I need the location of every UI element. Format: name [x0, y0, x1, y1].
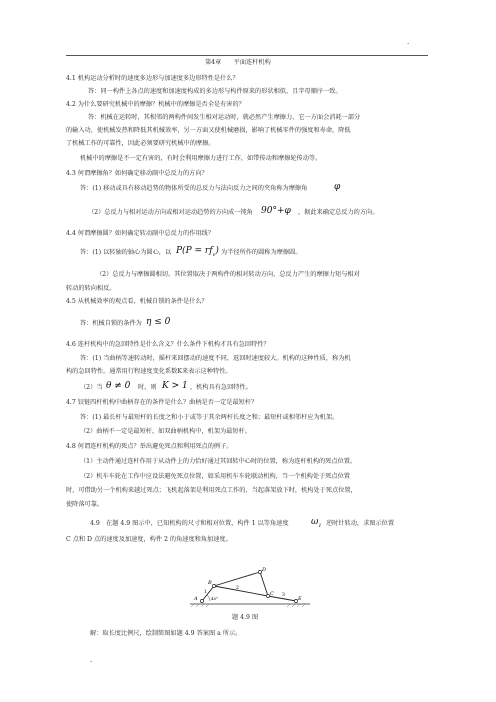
label-link-2: 2: [236, 586, 239, 591]
angle-arc: [207, 595, 210, 601]
link-bc: [214, 586, 268, 596]
theta-condition: θ ≠ 0: [106, 381, 131, 391]
obtuse-angle-formula: 90°+φ: [261, 206, 291, 216]
question-4-7: 4.7 铰链四杆机构中曲柄存在的条件是什么？曲柄是否一定是最短杆？: [66, 399, 258, 406]
answer-4-8-line3: 时，可借助另一个机构来越过死点；飞机起落架是利用死点工作的，当起落架放下时，机构处于死点位置，: [66, 487, 357, 494]
label-link-1: 1: [204, 590, 207, 595]
omega-symbol: $\omega_1$: [311, 517, 322, 529]
k-condition: K > 1: [162, 381, 188, 391]
label-e: E: [298, 596, 302, 602]
answer-4-6-line3a: （2）当: [80, 384, 103, 391]
question-4-5: 4.5 从机械效率的观点看，机械自锁的条件是什么？: [66, 298, 208, 305]
label-link-3: 3: [282, 593, 285, 598]
answer-4-2-line4: 机械中的摩擦是不一定有害的，有时会利用摩擦力进行工作，如带传动和摩擦轮传动等。: [80, 155, 322, 162]
bottom-mark: .: [90, 656, 93, 664]
label-b: B: [208, 580, 212, 586]
question-4-1: 4.1 机构运动分析时的速度多边形与加速度多边形特性是什么？: [66, 75, 239, 82]
label-c: C: [270, 591, 274, 597]
link-dc: [260, 572, 268, 596]
solution-line: 解：取长度比例尺，绘制简图如题 4.9 答案图 a 所示。: [90, 630, 242, 637]
figure-caption: 题 4.9 图: [232, 614, 259, 621]
answer-4-6-line2: 构的急回特性。通常用行程速度变化系数K来表示这种特性。: [66, 368, 232, 375]
corner-mark: .: [407, 38, 410, 46]
ground-hatch: [191, 604, 305, 607]
friction-circle-formula: $P(P = rf_v)$: [176, 246, 219, 258]
question-4-9-line2: C 点和 D 点的速度及加速度，构件 2 的角速度和角加速度。: [66, 536, 232, 543]
answer-4-2-line1: 答：机械在运转时，其相邻的两构件间发生相对运动时，就必然产生摩擦力，它一方面会消耗一部分: [88, 114, 361, 121]
question-4-2: 4.2 为什么要研究机械中的摩擦？机械中的摩擦是否全是有害的？: [66, 101, 245, 108]
answer-4-2-line3: 了机械工作的可靠性，因此必须要研究机械中的摩擦。: [66, 140, 215, 147]
linkage-figure: [186, 566, 314, 608]
label-d: D: [262, 567, 267, 573]
answer-4-1: 答：同一构件上各点的速度和加速度构成的多边形与构件原来的形状相似，且字母顺序一致。: [88, 88, 342, 95]
answer-4-8-line1: （1）主动件通过连杆作用于从动件上的力恰好通过其回转中心时的位置，称为连杆机构的死点位置。: [80, 458, 357, 465]
label-angle: 45°: [211, 596, 219, 601]
self-lock-condition: η ≤ 0: [146, 317, 171, 327]
label-a: A: [194, 596, 198, 602]
question-4-8: 4.8 何谓连杆机构的死点？举出避免死点和利用死点的例子。: [66, 443, 233, 450]
answer-4-6-line3b: 时，则: [138, 384, 157, 391]
question-4-9-line1a: 4.9 在题 4.9 图示中，已知机构的尺寸和相对位置，构件 1 以等角速度: [90, 520, 289, 527]
answer-4-4-line2: （2）总反力与摩擦圆相切。其位置取决于两构件的相对转动方向，总反力产生的摩擦力矩与相对: [96, 271, 360, 278]
answer-4-3-line1: 答：(1) 移动或具有移动趋势的物体所受的总反力与法向反力之间的夹角称为摩擦角: [80, 185, 308, 192]
header-rule: [66, 55, 428, 56]
answer-4-5: 答：机械自锁的条件为: [80, 320, 142, 327]
phi-symbol: φ: [334, 182, 341, 192]
answer-4-4-line3: 转动的转向相反。: [66, 285, 116, 292]
joint-a: [200, 599, 203, 602]
answer-4-3-line2a: （2）总反力与相对运动方向或相对运动趋势的方向成一钝角: [88, 209, 253, 216]
chapter-title: 第4章 平面连杆机构: [205, 59, 271, 66]
joint-b: [212, 584, 215, 587]
question-4-4: 4.4 何谓摩擦圆？如何确定转动副中总反力的作用线？: [66, 230, 214, 237]
answer-4-7-line1: 答：(1) 最长杆与最短杆的长度之和小于或等于其余两杆长度之和；最短杆或相邻杆应为机架。: [80, 414, 339, 421]
answer-4-8-line4: 使降落可靠。: [66, 501, 104, 508]
question-4-9-line1b: 逆时针转动，求图示位置: [326, 520, 395, 527]
answer-4-2-line2: 的输入功，使机械发热和降低其机械效率，另一方面又使机械磨损，影响了机械零件的强度和寿命，降低: [66, 127, 351, 134]
question-4-6: 4.6 连杆机构中的急回特性是什么含义？什么条件下机构才具有急回特性？: [66, 341, 270, 348]
answer-4-4-line1b: 为半径所作的圆称为摩擦圆。: [221, 249, 302, 256]
answer-4-4-line1a: 答：(1) 以转轴的轴心为圆心，以: [80, 249, 172, 256]
answer-4-6-line1: 答：(1) 当曲柄等速转动时，摇杆来回摆动的速度不同，返回时速度较大。机构的这种性质，称为机: [80, 355, 351, 362]
answer-4-8-line2: （2）机车车轮在工作中应设法避免死点位置，如采用机车车轮联动机构，当一个机构处于死点位置: [80, 473, 350, 480]
answer-4-3-line2b: ，据此来确定总反力的方向。: [298, 209, 379, 216]
link-bd: [214, 572, 260, 586]
answer-4-6-line3c: ，机构具有急回特性。: [190, 384, 252, 391]
question-4-3: 4.3 何谓摩擦角？如何确定移动副中总反力的方向？: [66, 170, 208, 177]
answer-4-7-line2: （2）曲柄不一定是最短杆，如双曲柄机构中，机架为最短杆。: [80, 428, 251, 435]
